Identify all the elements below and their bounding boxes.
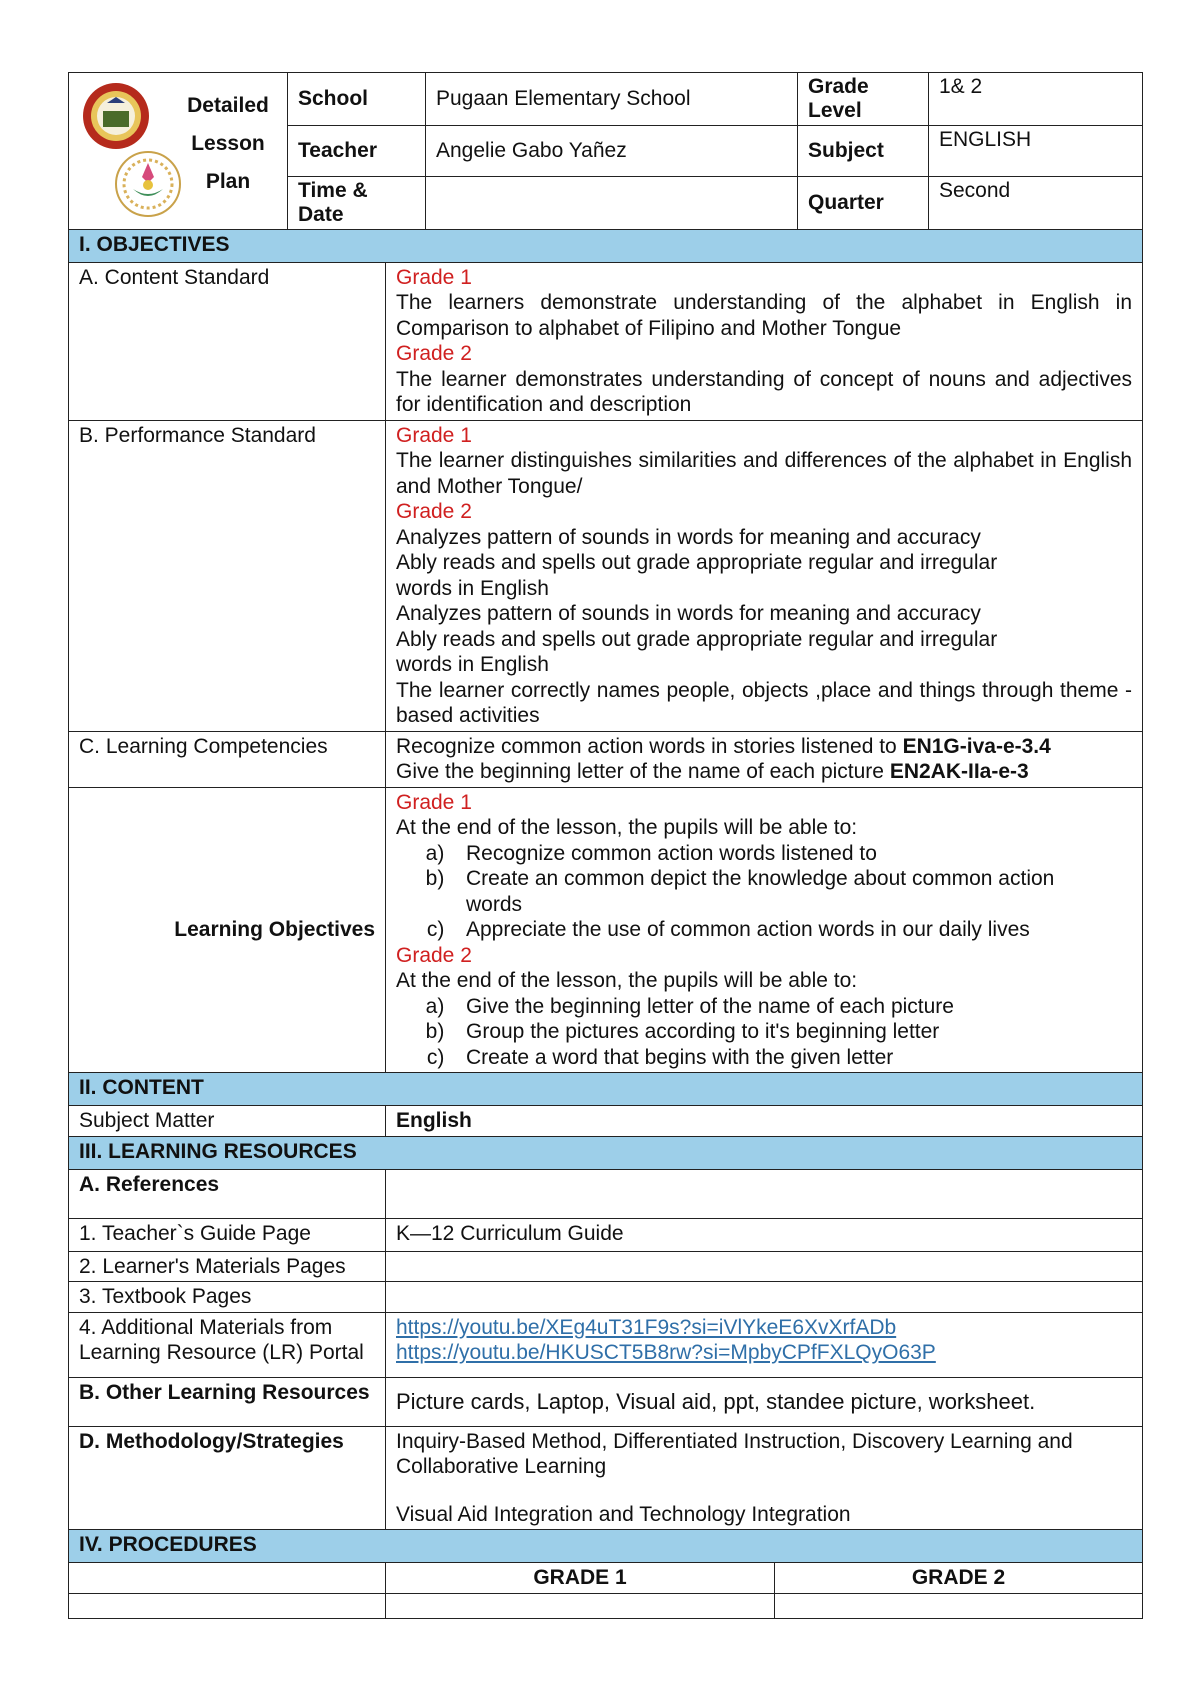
procedures-header-row xyxy=(69,1563,1143,1594)
section-content: II. CONTENT xyxy=(69,1073,1143,1106)
additional-materials-label-line: 4. Additional Materials from xyxy=(79,1315,333,1339)
content-standard-g2-text: The learner demonstrates understanding of concept of nouns and adjectives for identification and description xyxy=(396,367,1133,416)
grade-level-label: Grade Level xyxy=(798,73,929,126)
subject-matter-row xyxy=(69,1106,1143,1137)
learning-competencies-label: C. Learning Competencies xyxy=(69,731,386,787)
competency-code: EN2AK-IIa-e-3 xyxy=(889,760,1029,783)
methodology-row xyxy=(69,1426,1143,1530)
time-date-label: Time & Date xyxy=(288,177,426,230)
teachers-guide-label: 1. Teacher`s Guide Page xyxy=(69,1218,386,1251)
title-line: Plan xyxy=(205,170,251,193)
quarter-label: Quarter xyxy=(798,177,929,230)
competency-text: Give the beginning letter of the name of each picture xyxy=(396,760,890,783)
time-date-value xyxy=(426,177,798,230)
grade2-label: Grade 2 xyxy=(396,943,472,967)
grade2-label: Grade 2 xyxy=(396,500,472,523)
content-standard-g1-text: The learners demonstrate understanding of the alphabet in English in Comparison to alphabet of Filipino and Mother Tongue xyxy=(396,291,1133,340)
list-item: b. Create an common depict the knowledge about common action words xyxy=(456,866,1132,917)
methodology-value xyxy=(386,1426,1143,1530)
learning-objectives-row xyxy=(69,787,1143,1073)
additional-materials-label xyxy=(69,1312,386,1377)
performance-standard-body xyxy=(386,420,1143,731)
teachers-guide-value: K—12 Curriculum Guide xyxy=(386,1218,1143,1251)
school-label: School xyxy=(288,73,426,126)
content-standard-label: A. Content Standard xyxy=(69,262,386,420)
section-procedures: IV. PROCEDURES xyxy=(69,1530,1143,1563)
procedures-cell xyxy=(69,1593,386,1618)
competency-line xyxy=(396,734,1132,760)
video-link[interactable]: https://youtu.be/HKUSCT5B8rw?si=MpbyCPfFXLQyO63P xyxy=(396,1341,936,1364)
subject-value: ENGLISH xyxy=(929,126,1143,177)
objectives-intro: At the end of the lesson, the pupils will be able to: xyxy=(396,816,858,839)
learning-objectives-label: Learning Objectives xyxy=(69,787,386,1073)
title-line: Detailed xyxy=(187,94,269,117)
procedures-cell xyxy=(775,1593,1143,1618)
deped-seal-logo xyxy=(113,149,183,219)
methodology-spacer xyxy=(396,1480,1132,1502)
teachers-guide-row xyxy=(69,1218,1143,1251)
grade1-label: Grade 1 xyxy=(396,265,472,289)
competency-line xyxy=(396,759,1132,785)
performance-line: Analyzes pattern of sounds in words for meaning and accuracy xyxy=(396,525,981,549)
other-resources-value: Picture cards, Laptop, Visual aid, ppt, standee picture, worksheet. xyxy=(386,1377,1143,1426)
lesson-plan-document xyxy=(68,72,1142,1619)
grade-level-value: 1& 2 xyxy=(929,73,1143,126)
section-objectives: I. OBJECTIVES xyxy=(69,229,1143,262)
performance-line: The learner correctly names people, objects ,place and things through theme -based activities xyxy=(396,678,1133,727)
textbook-label: 3. Textbook Pages xyxy=(69,1282,386,1313)
objectives-intro: At the end of the lesson, the pupils will be able to: xyxy=(396,969,858,992)
methodology-text: Visual Aid Integration and Technology Integration xyxy=(396,1502,851,1526)
grade1-label: Grade 1 xyxy=(396,790,472,814)
video-link[interactable]: https://youtu.be/XEg4uT31F9s?si=iVlYkeE6XvXrfADb xyxy=(396,1315,897,1339)
procedures-row xyxy=(69,1593,1143,1618)
grade2-label: Grade 2 xyxy=(396,342,472,365)
other-resources-label: B. Other Learning Resources xyxy=(69,1377,386,1426)
learners-materials-value xyxy=(386,1251,1143,1282)
procedures-cell xyxy=(386,1593,775,1618)
lesson-plan-table xyxy=(68,229,1143,1619)
additional-materials-label-line: Learning Resource (LR) Portal xyxy=(79,1341,364,1364)
additional-materials-links xyxy=(386,1312,1143,1377)
subject-label: Subject xyxy=(798,126,929,177)
subject-matter-label: Subject Matter xyxy=(69,1106,386,1137)
performance-line: Analyzes pattern of sounds in words for meaning and accuracy xyxy=(396,602,981,625)
procedures-blank-cell xyxy=(69,1563,386,1594)
additional-materials-row xyxy=(69,1312,1143,1377)
list-item: c. Appreciate the use of common action words in our daily lives xyxy=(456,917,1132,943)
document-title xyxy=(179,87,277,201)
teacher-value: Angelie Gabo Yañez xyxy=(426,126,798,177)
list-item: a. Give the beginning letter of the name of each picture xyxy=(456,994,1132,1020)
competency-code: EN1G-iva-e-3.4 xyxy=(902,734,1051,758)
competency-text: Recognize common action words in stories listened to xyxy=(396,734,903,758)
school-value: Pugaan Elementary School xyxy=(426,73,798,126)
list-item: c. Create a word that begins with the given letter xyxy=(456,1045,1132,1071)
learning-objectives-body xyxy=(386,787,1143,1073)
textbook-value xyxy=(386,1282,1143,1313)
references-row xyxy=(69,1169,1143,1218)
methodology-text: Inquiry-Based Method, Differentiated Instruction, Discovery Learning and Collaborative Learning xyxy=(396,1429,1073,1478)
grade2-column-header: GRADE 2 xyxy=(775,1563,1143,1594)
list-item: b. Group the pictures according to it's beginning letter xyxy=(456,1019,1132,1045)
learning-competencies-body xyxy=(386,731,1143,787)
teacher-label: Teacher xyxy=(288,126,426,177)
references-label: A. References xyxy=(69,1169,386,1218)
grade1-column-header: GRADE 1 xyxy=(386,1563,775,1594)
performance-line: Ably reads and spells out grade appropriate regular and irregular words in English xyxy=(396,551,998,600)
references-value xyxy=(386,1169,1143,1218)
performance-standard-label: B. Performance Standard xyxy=(69,420,386,731)
textbook-row xyxy=(69,1282,1143,1313)
section-learning-resources: III. LEARNING RESOURCES xyxy=(69,1136,1143,1169)
quarter-value: Second xyxy=(929,177,1143,230)
logo-cell xyxy=(69,73,288,230)
title-line: Lesson xyxy=(191,132,265,155)
header-table xyxy=(68,72,1143,230)
methodology-label: D. Methodology/Strategies xyxy=(69,1426,386,1530)
learners-materials-row xyxy=(69,1251,1143,1282)
subject-matter-value: English xyxy=(386,1106,1143,1137)
grade1-objectives-list xyxy=(396,841,1132,943)
content-standard-body xyxy=(386,262,1143,420)
learners-materials-label: 2. Learner's Materials Pages xyxy=(69,1251,386,1282)
other-resources-row xyxy=(69,1377,1143,1426)
school-seal-logo xyxy=(81,81,151,151)
performance-line: Ably reads and spells out grade appropriate regular and irregular words in English xyxy=(396,627,998,676)
learning-competencies-row xyxy=(69,731,1143,787)
content-standard-row xyxy=(69,262,1143,420)
performance-standard-g1-text: The learner distinguishes similarities and differences of the alphabet in English and Mother Tongue/ xyxy=(396,449,1133,498)
list-item: a. Recognize common action words listened to xyxy=(456,841,1132,867)
performance-standard-row xyxy=(69,420,1143,731)
grade2-objectives-list xyxy=(396,994,1132,1071)
grade1-label: Grade 1 xyxy=(396,423,472,447)
